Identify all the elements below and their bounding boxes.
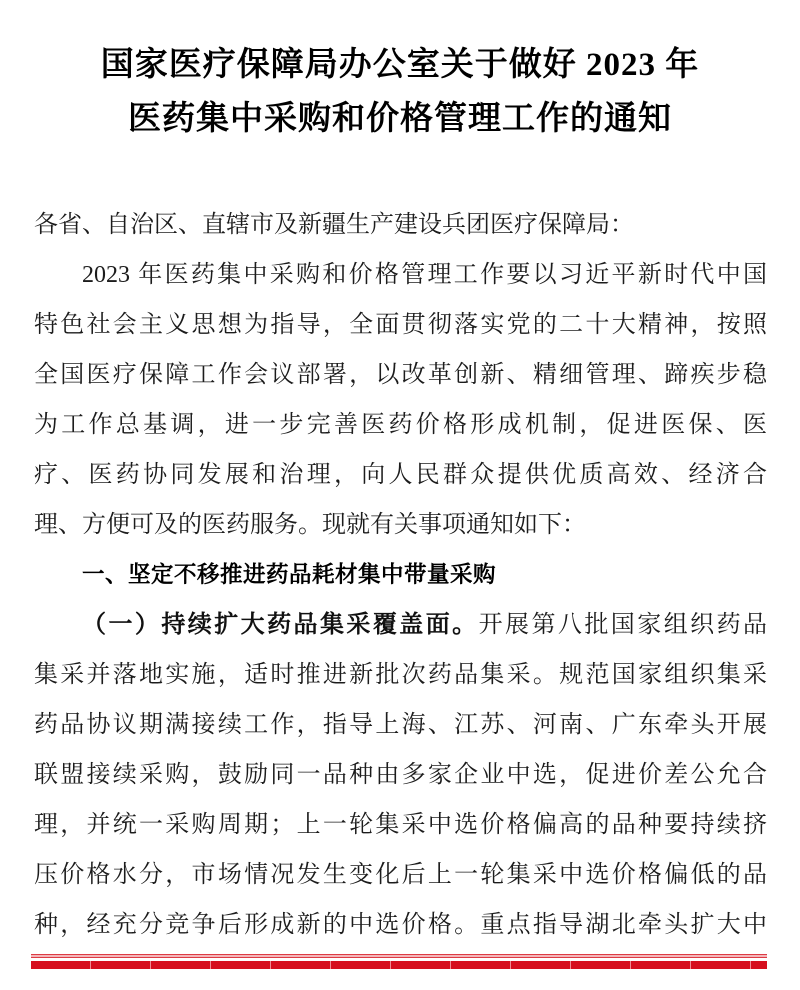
paragraph-line: 种，经充分竞争后形成新的中选价格。重点指导湖北牵头扩大中	[34, 912, 767, 938]
paragraph-line: 2023 年医药集中采购和价格管理工作要以习近平新时代中国	[82, 262, 767, 288]
doc-title-line-1: 国家医疗保障局办公室关于做好 2023 年	[100, 47, 700, 83]
paragraph-line: 理、方便可及的医药服务。现就有关事项通知如下：	[34, 512, 586, 538]
paragraph-line: 特色社会主义思想为指导，全面贯彻落实党的二十大精神，按照	[34, 312, 767, 338]
salutation: 各省、自治区、直辖市及新疆生产建设兵团医疗保障局：	[34, 212, 634, 238]
subsection-1-1-lead: （一）持续扩大药品集采覆盖面。	[82, 612, 479, 638]
section-1-heading: 一、坚定不移推进药品耗材集中带量采购	[82, 562, 497, 587]
paragraph-line: 疗、医药协同发展和治理，向人民群众提供优质高效、经济合	[34, 462, 767, 488]
paragraph-line: 药品协议期满接续工作，指导上海、江苏、河南、广东牵头开展	[34, 712, 767, 738]
subsection-1-1-text: 开展第八批国家组织药品	[478, 612, 767, 638]
red-separator-thin	[31, 954, 767, 958]
paragraph-line	[34, 600, 767, 650]
doc-body	[34, 200, 767, 950]
paragraph-line: 理，并统一采购周期；上一轮集采中选价格偏高的品种要持续挤	[34, 812, 767, 838]
paragraph-line: 为工作总基调，进一步完善医药价格形成机制，促进医保、医	[34, 412, 767, 438]
paragraph-line: 全国医疗保障工作会议部署，以改革创新、精细管理、蹄疾步稳	[34, 362, 767, 388]
paragraph-line: 集采并落地实施，适时推进新批次药品集采。规范国家组织集采	[34, 662, 767, 688]
paragraph-line: 联盟接续采购，鼓励同一品种由多家企业中选，促进价差公允合	[34, 762, 767, 788]
red-separator-thick	[31, 961, 767, 969]
doc-title-line-2: 医药集中采购和价格管理工作的通知	[128, 101, 672, 137]
paragraph-line: 压价格水分，市场情况发生变化后上一轮集采中选价格偏低的品	[34, 862, 767, 888]
doc-title	[0, 38, 800, 146]
